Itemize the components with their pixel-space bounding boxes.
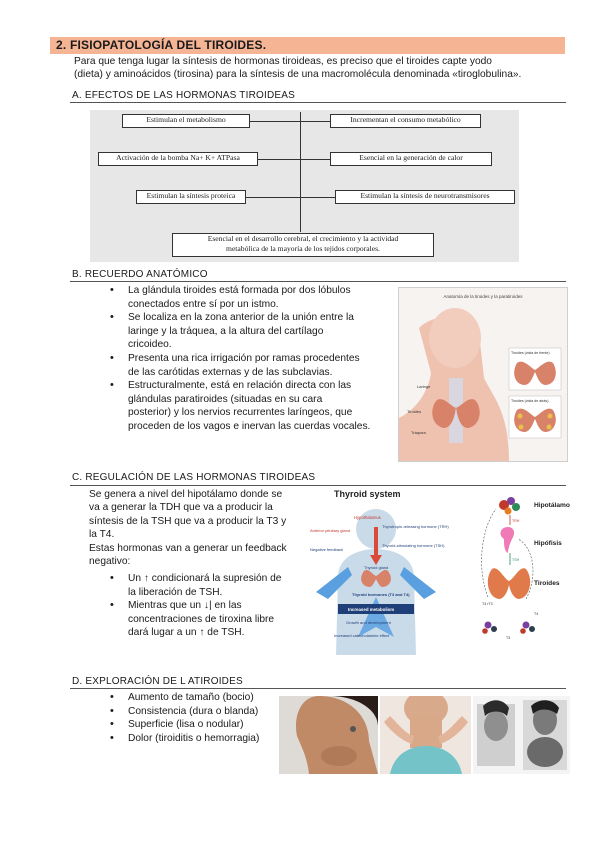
diagram-connector bbox=[248, 121, 331, 122]
section-divider bbox=[70, 688, 566, 689]
label-atras: Tiroides (vista de atrás) bbox=[511, 399, 549, 403]
figure-label: Thyroid gland bbox=[364, 565, 389, 570]
figure-label: Hypothalamus bbox=[354, 515, 381, 520]
label-traquea: Tráquea bbox=[411, 430, 426, 435]
list-item: • Consistencia (dura o blanda) bbox=[108, 705, 288, 719]
diagram-trunk bbox=[300, 112, 301, 232]
figure-label: Anterior pituitary gland bbox=[310, 528, 351, 533]
diagram-box: Incrementan el consumo metabólico bbox=[330, 114, 481, 128]
anatomy-list bbox=[108, 284, 398, 434]
palpation-photo bbox=[380, 696, 471, 774]
effects-diagram bbox=[90, 110, 519, 262]
figure-label: Increased metabolism bbox=[348, 607, 395, 612]
list-item: • Dolor (tiroiditis o hemorragia) bbox=[108, 732, 288, 746]
diagram-box: Estimulan el metabolismo bbox=[122, 114, 250, 128]
label-tiroides: Tiroides bbox=[407, 409, 422, 414]
diagram-box-line: metabólica de la mayoría de los tejidos corporales. bbox=[226, 244, 380, 253]
diagram-connector bbox=[256, 159, 331, 160]
figure-label: Thyroid-stimulating hormone (TSH) bbox=[382, 543, 445, 548]
thyroid-anatomy-figure bbox=[398, 287, 568, 462]
figure-label: T4 rT3 bbox=[482, 602, 493, 606]
diagram-connector bbox=[244, 197, 338, 198]
diagram-box: Esencial en la generación de calor bbox=[330, 152, 492, 166]
exploration-list bbox=[108, 691, 288, 745]
thyroid-system-figure bbox=[308, 487, 476, 655]
figure-label: Increased catecholamine effect bbox=[334, 633, 390, 638]
section-divider bbox=[70, 281, 566, 282]
label-laringe: Laringe bbox=[417, 384, 431, 389]
figure-label: Thyrotropin-releasing hormone (TRH) bbox=[382, 524, 449, 529]
label-frente: Tiroides (vista de frente) bbox=[511, 351, 550, 355]
list-item: • La glándula tiroides está formada por dos lóbulos conectados entre sí por un istmo. bbox=[108, 284, 398, 311]
figure-title: Anatomía de la tiroides y la paratiroides bbox=[443, 294, 523, 299]
section-divider bbox=[70, 485, 566, 486]
figure-label: TRH bbox=[512, 519, 520, 523]
regulation-paragraph: Se genera a nivel del hipotálamo donde se va a generar la TDH que va a producir la síntesis de la TSH que va a producir la T3 y la T4. Estas hormonas van a generar un feedback negativo: bbox=[89, 489, 287, 568]
intro-line: (dieta) y aminoácidos (tirosina) para la síntesis de una macromolécula denominada «tiroglobulina». bbox=[74, 69, 522, 81]
list-item: • Presenta una rica irrigación por ramas procedentes de las carótidas externas y de las subclavias. bbox=[108, 352, 398, 379]
historic-goiter-photo bbox=[473, 696, 570, 774]
list-item: • Aumento de tamaño (bocio) bbox=[108, 691, 288, 705]
section-divider bbox=[70, 102, 566, 103]
figure-label: TSH bbox=[512, 558, 520, 562]
diagram-box bbox=[172, 233, 434, 257]
list-item: • Mientras que un ↓| en las concentraciones de tiroxina libre dará lugar a un ↑ de TSH. bbox=[108, 599, 333, 640]
goiter-photo bbox=[279, 696, 378, 774]
label-tiroides-fig: Tiroides bbox=[534, 580, 560, 587]
diagram-box: Activación de la bomba Na+ K+ ATPasa bbox=[98, 152, 258, 166]
figure-label: Negative feedback bbox=[310, 547, 344, 552]
figure-label: Growth and development bbox=[346, 620, 391, 625]
figure-label: T3 bbox=[506, 636, 511, 640]
hpt-axis-figure bbox=[478, 487, 570, 645]
diagram-box: Estimulan la síntesis proteica bbox=[136, 190, 246, 204]
section-a-heading: A. EFECTOS DE LAS HORMONAS TIROIDEAS bbox=[72, 90, 295, 101]
intro-line: Para que tenga lugar la síntesis de hormonas tiroideas, es preciso que el tiroides capte yodo bbox=[74, 56, 492, 67]
diagram-box-line: Esencial en el desarrollo cerebral, el crecimiento y la actividad bbox=[207, 234, 399, 243]
section-b-heading: B. RECUERDO ANATÓMICO bbox=[72, 269, 208, 280]
diagram-box: Estimulan la síntesis de neurotransmisores bbox=[335, 190, 515, 204]
figure-label: Thyroid hormones (T3 and T4) bbox=[352, 592, 410, 597]
figure-title: Thyroid system bbox=[334, 489, 401, 499]
regulation-list bbox=[108, 572, 333, 640]
label-hipofisis: Hipófisis bbox=[534, 540, 562, 547]
page-title: 2. FISIOPATOLOGÍA DEL TIROIDES. bbox=[56, 38, 267, 52]
section-d-heading: D. EXPLORACIÓN DE L ATIROIDES bbox=[72, 676, 243, 687]
label-hipotalamo: Hipotálamo bbox=[534, 502, 570, 509]
list-item: • Superficie (lisa o nodular) bbox=[108, 718, 288, 732]
list-item: • Un ↑ condicionará la supresión de la liberación de TSH. bbox=[108, 572, 333, 599]
section-c-heading: C. REGULACIÓN DE LAS HORMONAS TIROIDEAS bbox=[72, 472, 316, 483]
intro-paragraph bbox=[74, 55, 521, 82]
list-item: • Se localiza en la zona anterior de la unión entre la laringe y la tráquea, a la altura del cartílago cricoideo. bbox=[108, 311, 398, 352]
figure-label: T4 bbox=[534, 612, 539, 616]
list-item: • Estructuralmente, está en relación directa con las glándulas paratiroides (situadas en su cara posterior) y los nervios recurrentes laríngeos, que proceden de los vagos e inervan las cuerdas vocales. bbox=[108, 379, 398, 433]
